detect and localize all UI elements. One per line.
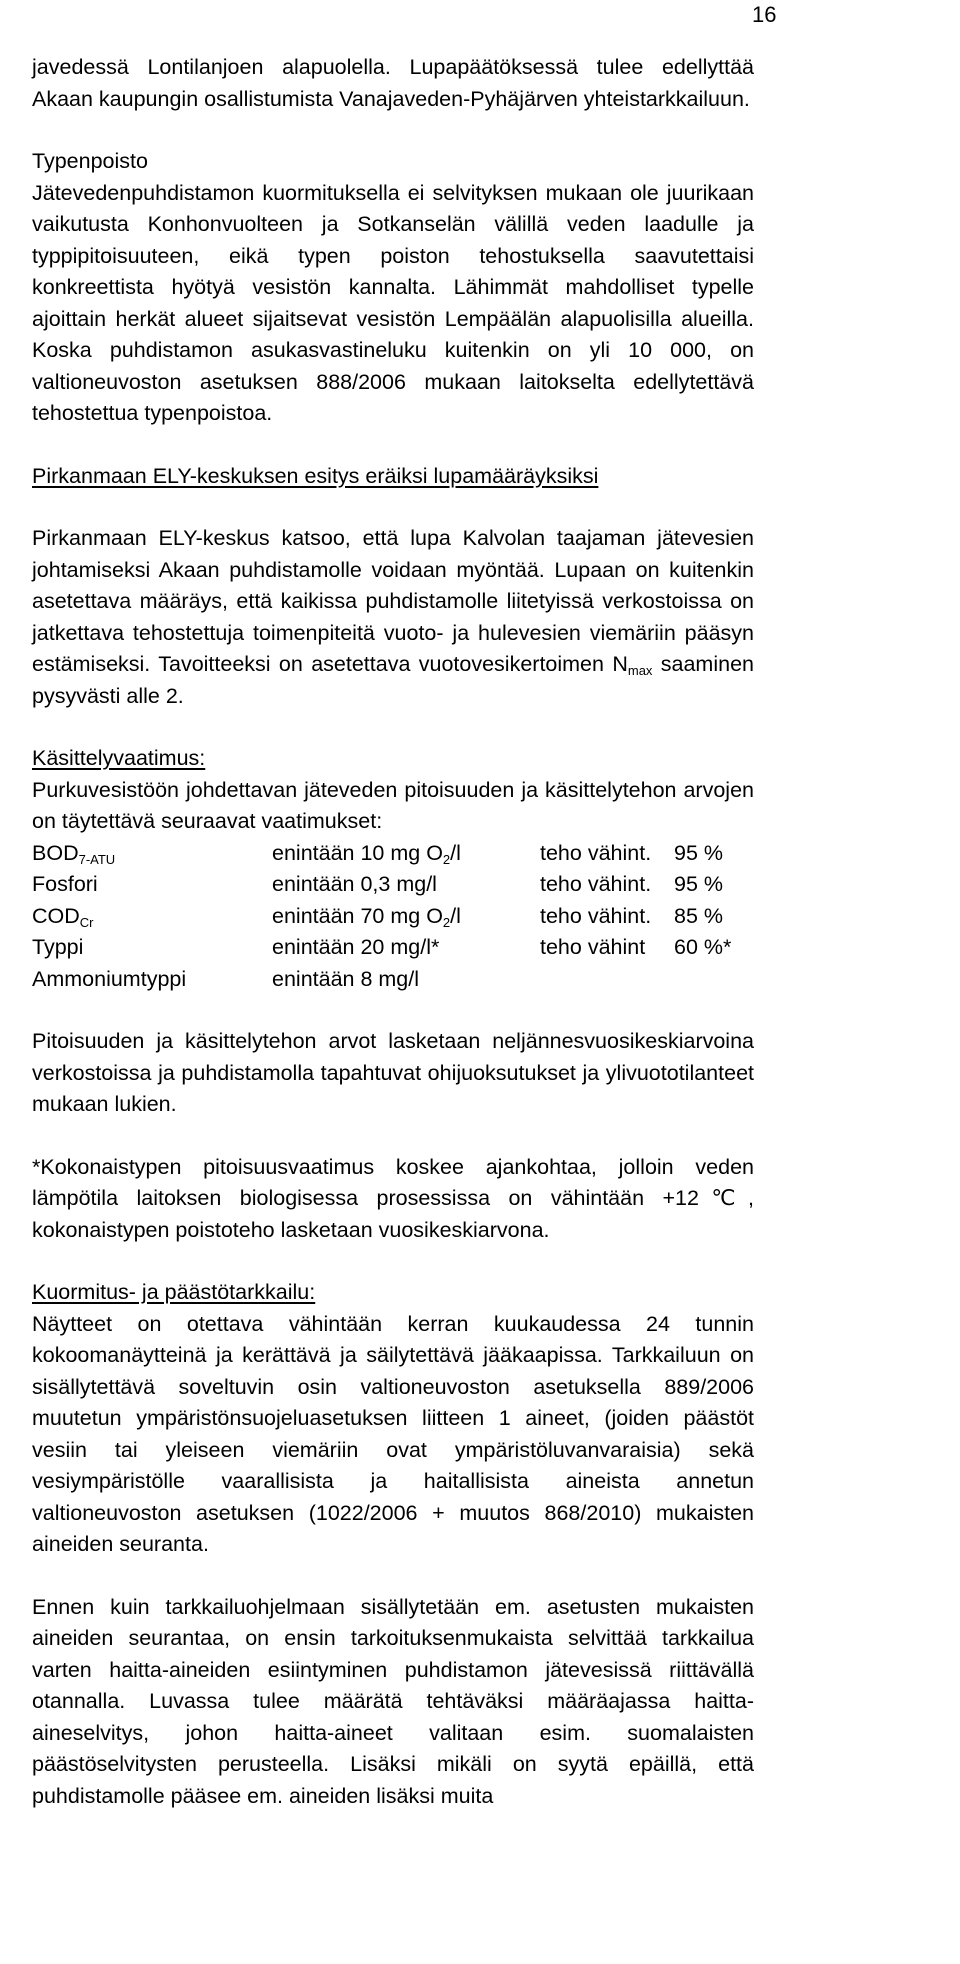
ely-paragraph-part1: Pirkanmaan ELY-keskus katsoo, että lupa Kalvolan taajaman jätevesien johtamiseksi Akaan puhdistamolle voidaan myöntää. Lupaan on kuitenkin asetettava määräys, että kaikissa puhdistamolle liitetyissä verkostoissa on jatkettava tehostettuja toimenpiteitä vuoto- ja hulevesien viemäriin pääsyn estämiseksi. Tavoitteeksi on asetettava vuotovesikertoimen N — [32, 526, 754, 676]
section-kuormitus — [32, 1277, 754, 1812]
page-number: 16 — [752, 2, 777, 27]
limit-text: enintään 70 mg O — [272, 903, 443, 928]
limit-subscript: 2 — [442, 914, 451, 930]
efficiency-label: teho vähint — [540, 935, 646, 959]
limit-value — [272, 964, 540, 996]
efficiency-label: teho vähint. — [540, 840, 652, 865]
parameter-label: Ammoniumtyppi — [32, 966, 187, 991]
efficiency-label — [540, 964, 674, 996]
efficiency-percent — [674, 964, 754, 996]
kuormitus-heading: Kuormitus- ja päästötarkkailu: — [32, 1280, 316, 1304]
typenpoisto-paragraph: Jätevedenpuhdistamon kuormituksella ei selvityksen mukaan ole juurikaan vaikutusta Konhonvuolteen ja Sotkanselän välillä veden laadulle ja typpipitoisuuteen, eikä typen poiston tehostuksella saavutettaisi konkreettista hyötyä vesistön kannalta. Lähimmät mahdolliset typelle ajoittain herkät alueet sijaitsevat vesistön Lempäälän alapuolisilla alueilla. Koska puhdistamon asukasvastineluku kuitenkin on yli 10 000, on valtioneuvoston asetuksen 888/2006 mukaan laitokselta edellytettävä tehostettua typenpoistoa. — [32, 180, 754, 425]
calculation-note: Pitoisuuden ja käsittelytehon arvot lasketaan neljännesvuosikeskiarvoina verkostoissa ja puhdistamolla tapahtuvat ohijuoksutukset ja ylivuototilanteet mukaan lukien. — [32, 1029, 754, 1116]
efficiency-percent: 85 % — [674, 903, 724, 928]
typenpoisto-heading: Typenpoisto — [32, 149, 148, 173]
parameter-name — [32, 901, 272, 933]
efficiency-percent: 95 % — [674, 840, 724, 865]
section-typenpoisto — [32, 146, 754, 430]
ely-paragraph-part2: saaminen pysyvästi alle 2. — [32, 652, 754, 708]
requirement-row — [32, 932, 754, 964]
requirement-row — [32, 901, 754, 933]
limit-text: enintään 0,3 mg/l — [272, 872, 437, 896]
efficiency-label: teho vähint. — [540, 903, 652, 928]
requirement-row — [32, 838, 754, 870]
nitrogen-note: *Kokonaistypen pitoisuusvaatimus koskee ajankohtaa, jolloin veden lämpötila laitoksen biologisessa prosessissa on vähintään +12℃, kokonaistypen poistoteho lasketaan vuosikeskiarvona. — [32, 1154, 754, 1242]
parameter-subscript: Cr — [79, 914, 94, 930]
ely-paragraph — [32, 523, 754, 712]
ely-heading: Pirkanmaan ELY-keskuksen esitys eräiksi lupamääräyksiksi — [32, 463, 599, 488]
limit-text: enintään 20 mg/l* — [272, 935, 440, 959]
intro-paragraph: javedessä Lontilanjoen alapuolella. Lupapäätöksessä tulee edellyttää Akaan kaupungin osallistumista Vanajaveden-Pyhäjärven yhteistarkkailuun. — [32, 55, 754, 111]
parameter-name — [32, 932, 272, 964]
parameter-label: COD — [32, 903, 80, 928]
limit-unit: /l — [450, 903, 461, 928]
limit-value — [272, 838, 540, 870]
parameter-label: BOD — [32, 840, 79, 865]
parameter-subscript: 7-ATU — [78, 851, 116, 867]
parameter-name — [32, 964, 272, 996]
limit-subscript: 2 — [442, 851, 451, 867]
kuormitus-paragraph-2: Ennen kuin tarkkailuohjelmaan sisällytetään em. asetusten mukaisten aineiden seurantaa, on ensin tarkoituksenmukaista selvittää tarkkailua varten haitta-aineiden esiintyminen puhdistamon jätevesissä riittävällä otannalla. Luvassa tulee määrätä tehtäväksi määräajassa haitta-aineselvitys, johon haitta-aineet valitaan esim. suomalaisten päästöselvitysten perusteella. Lisäksi mikäli on syytä epäillä, että puhdistamolle pääsee em. aineiden lisäksi muita — [32, 1594, 754, 1808]
efficiency-percent: 60 %* — [674, 935, 732, 959]
n-max-subscript: max — [627, 663, 653, 678]
kasittely-intro: Purkuvesistöön johdettavan jäteveden pitoisuuden ja käsittelytehon arvojen on täytettävä seuraavat vaatimukset: — [32, 777, 754, 833]
limit-value — [272, 932, 540, 964]
efficiency-percent: 95 % — [674, 872, 724, 896]
requirement-row — [32, 964, 754, 996]
document-body — [32, 52, 754, 1812]
parameter-label: Fosfori — [32, 872, 98, 896]
limit-text: enintään 8 mg/l — [272, 966, 420, 991]
limit-unit: /l — [450, 840, 461, 865]
limit-value — [272, 901, 540, 933]
section-kasittely — [32, 743, 754, 1246]
limit-value — [272, 869, 540, 901]
limit-text: enintään 10 mg O — [272, 840, 443, 865]
kasittely-heading: Käsittelyvaatimus: — [32, 746, 206, 770]
requirements-table — [32, 838, 754, 996]
parameter-name — [32, 838, 272, 870]
kuormitus-paragraph: Näytteet on otettava vähintään kerran kuukaudessa 24 tunnin kokoomanäytteinä ja kerättävä ja säilytettävä jääkaapissa. Tarkkailuun on sisällytettävä soveltuvin osin valtioneuvoston asetuksella 889/2006 muutetun ympäristönsuojeluasetuksen liitteen 1 aineet, (joiden päästöt vesiin tai yleiseen viemäriin ovat ympäristöluvanvaraisia) sekä vesiympäristölle vaarallisista ja haitallisista aineista annetun valtioneuvoston asetuksen (1022/2006 + muutos 868/2010) mukaisten aineiden seuranta. — [32, 1311, 754, 1556]
parameter-label: Typpi — [32, 935, 84, 959]
parameter-name — [32, 869, 272, 901]
section-ely — [32, 461, 754, 713]
requirement-row — [32, 869, 754, 901]
efficiency-label: teho vähint. — [540, 872, 652, 896]
